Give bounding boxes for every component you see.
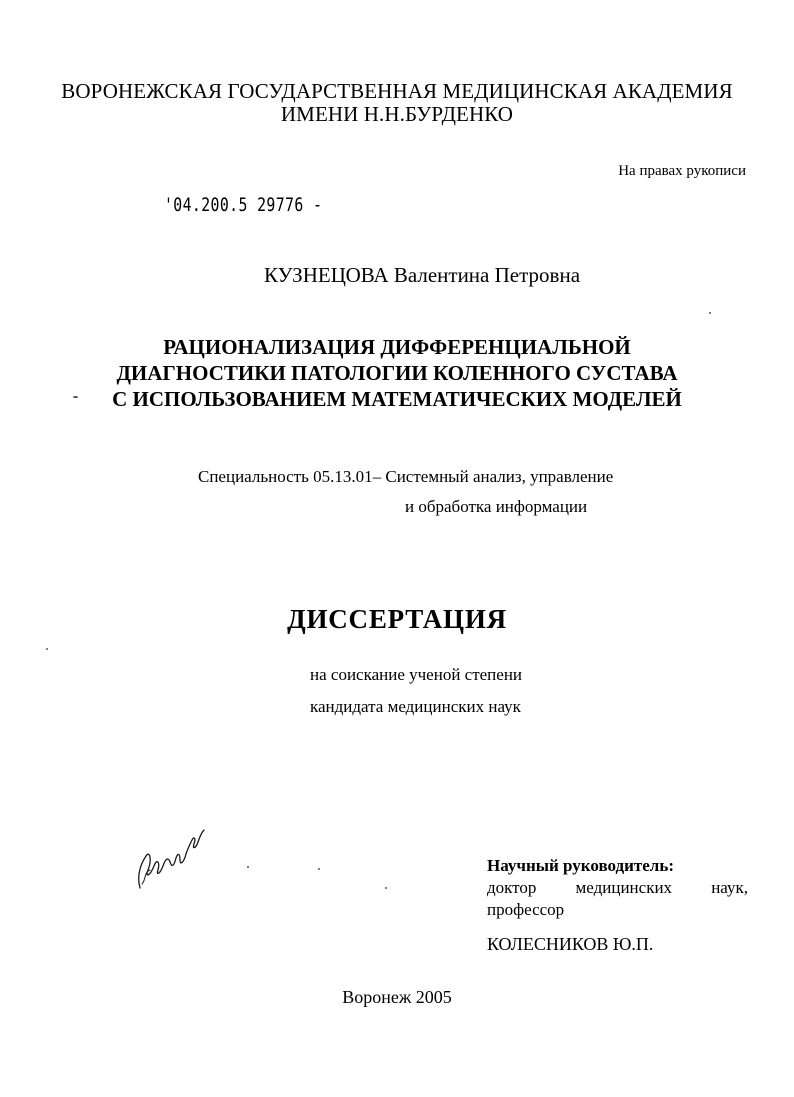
supervisor-label: Научный руководитель: [487,856,674,875]
supervisor-title-word: медицинских [575,878,673,897]
specialty-line-2: и обработка информации [405,497,588,516]
scan-speck [318,868,320,870]
signature-scribble [132,826,212,896]
signature [132,826,212,901]
scan-speck [709,312,711,314]
supervisor-title-word: доктор [487,878,537,897]
title-line-1: РАЦИОНАЛИЗАЦИЯ ДИФФЕРЕНЦИАЛЬНОЙ [163,335,631,359]
specialty-line-1: Специальность 05.13.01– Системный анализ, управление [198,467,614,486]
scan-speck [46,648,48,650]
supervisor-name: КОЛЕСНИКОВ Ю.П. [487,934,654,954]
scan-speck [247,866,249,868]
title-line-3: С ИСПОЛЬЗОВАНИЕМ МАТЕМАТИЧЕСКИХ МОДЕЛЕЙ [112,387,682,411]
document-type: ДИССЕРТАЦИЯ [287,604,507,634]
institution-name: ВОРОНЕЖСКАЯ ГОСУДАРСТВЕННАЯ МЕДИЦИНСКАЯ АКАДЕМИЯ [61,79,733,103]
degree-line-2: кандидата медицинских наук [310,697,521,716]
title-line-2: ДИАГНОСТИКИ ПАТОЛОГИИ КОЛЕННОГО СУСТАВА [116,361,678,385]
scan-speck [385,887,387,889]
author-name: КУЗНЕЦОВА Валентина Петровна [264,263,581,287]
degree-line-1: на соискание ученой степени [310,665,523,684]
thesis-title [0,334,794,412]
city-year: Воронеж 2005 [342,987,452,1007]
supervisor-title-line-2: профессор [487,900,565,919]
institution-subtitle: ИМЕНИ Н.Н.БУРДЕНКО [280,102,514,126]
supervisor-title-line-1 [487,877,748,899]
supervisor-block [487,855,748,955]
rights-note: На правах рукописи [618,163,746,179]
supervisor-title-word: наук, [711,878,748,897]
institution-block [0,80,794,126]
scan-speck [73,396,78,398]
registration-code: '04.200.5 29776 - [164,194,323,216]
